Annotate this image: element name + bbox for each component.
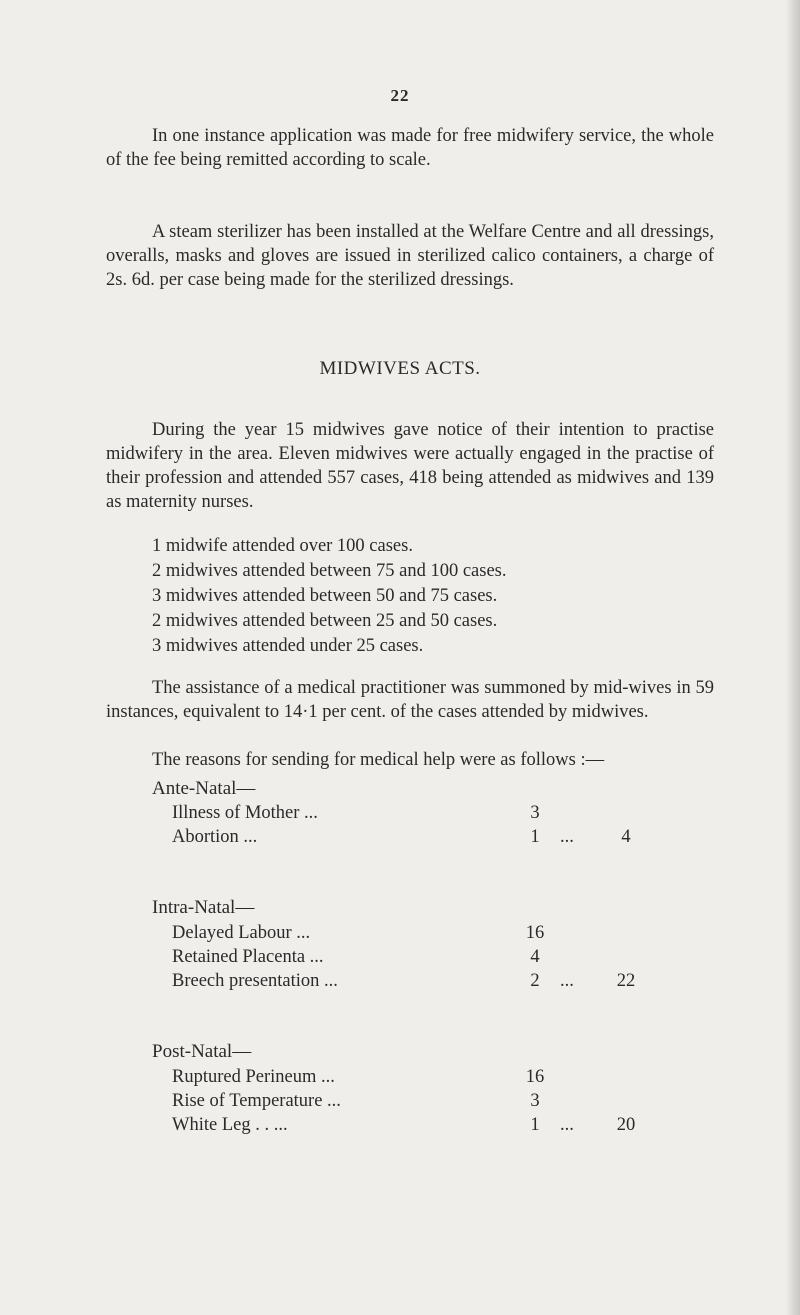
row-label: Delayed Labour ... <box>172 923 311 943</box>
case-list-item: 2 midwives attended between 75 and 100 cases. <box>152 561 507 581</box>
case-list-item: 3 midwives attended between 50 and 75 cases. <box>152 586 498 606</box>
table-row <box>0 945 800 969</box>
paragraph-steam-sterilizer <box>106 220 714 292</box>
row-value: 3 <box>530 1091 540 1111</box>
table-row <box>0 1113 800 1137</box>
case-list-item: 1 midwife attended over 100 cases. <box>152 536 413 556</box>
paragraph-text: A steam sterilizer has been installed at the Welfare Centre and all dressings, overalls, masks and gloves are issued in sterilized calico containers, a charge of 2s. 6d. per case being made for the sterilized dressings. <box>106 222 714 290</box>
table-row <box>0 825 800 849</box>
row-total: 4 <box>621 827 631 847</box>
row-label: Retained Placenta ... <box>172 947 324 967</box>
section-heading: MIDWIVES ACTS. <box>319 358 481 379</box>
table-row <box>0 801 800 825</box>
case-list-item: 3 midwives attended under 25 cases. <box>152 636 424 656</box>
table-row <box>0 921 800 945</box>
paragraph-text: In one instance application was made for free midwifery service, the whole of the fee being remitted according to scale. <box>106 126 714 170</box>
row-value: 1 <box>530 1115 540 1135</box>
row-total: 20 <box>616 1115 636 1135</box>
row-value: 16 <box>525 1067 545 1087</box>
row-label: Abortion ... <box>172 827 258 847</box>
row-label: Illness of Mother ... <box>172 803 318 823</box>
paragraph-text: The reasons for sending for medical help were as follows :— <box>152 750 605 770</box>
row-label: Rise of Temperature ... <box>172 1091 341 1111</box>
paragraph-reasons-intro <box>106 748 714 772</box>
row-value: 16 <box>525 923 545 943</box>
row-value: 4 <box>530 947 540 967</box>
row-dots: ... <box>560 827 574 847</box>
row-value: 2 <box>530 971 540 991</box>
row-dots: ... <box>560 1115 574 1135</box>
paragraph-text: The assistance of a medical practitioner was summoned by mid-wives in 59 instances, equivalent to 14·1 per cent. of the cases attended by midwives. <box>106 678 714 722</box>
paragraph-text: During the year 15 midwives gave notice of their intention to practise midwifery in the area. Eleven midwives were actually engaged in the practise of their profession and attended 557 cases, 418 being attended as midwives and 139 as maternity nurses. <box>106 420 714 512</box>
page-number: 22 <box>390 86 410 105</box>
table-row <box>0 969 800 993</box>
row-label: Breech presentation ... <box>172 971 338 991</box>
row-total: 22 <box>616 971 636 991</box>
row-label: White Leg . . ... <box>172 1115 288 1135</box>
section-ante-natal-title: Ante-Natal— <box>152 778 256 799</box>
paragraph-medical-assistance <box>106 676 714 724</box>
case-list-item: 2 midwives attended between 25 and 50 cases. <box>152 611 498 631</box>
row-dots: ... <box>560 971 574 991</box>
section-intra-natal-title: Intra-Natal— <box>152 897 255 918</box>
section-post-natal-title: Post-Natal— <box>152 1041 252 1062</box>
row-label: Ruptured Perineum ... <box>172 1067 335 1087</box>
row-value: 3 <box>530 803 540 823</box>
paragraph-free-midwifery <box>106 124 714 172</box>
paragraph-midwives-notice <box>106 418 714 514</box>
row-value: 1 <box>530 827 540 847</box>
table-row <box>0 1089 800 1113</box>
table-row <box>0 1065 800 1089</box>
